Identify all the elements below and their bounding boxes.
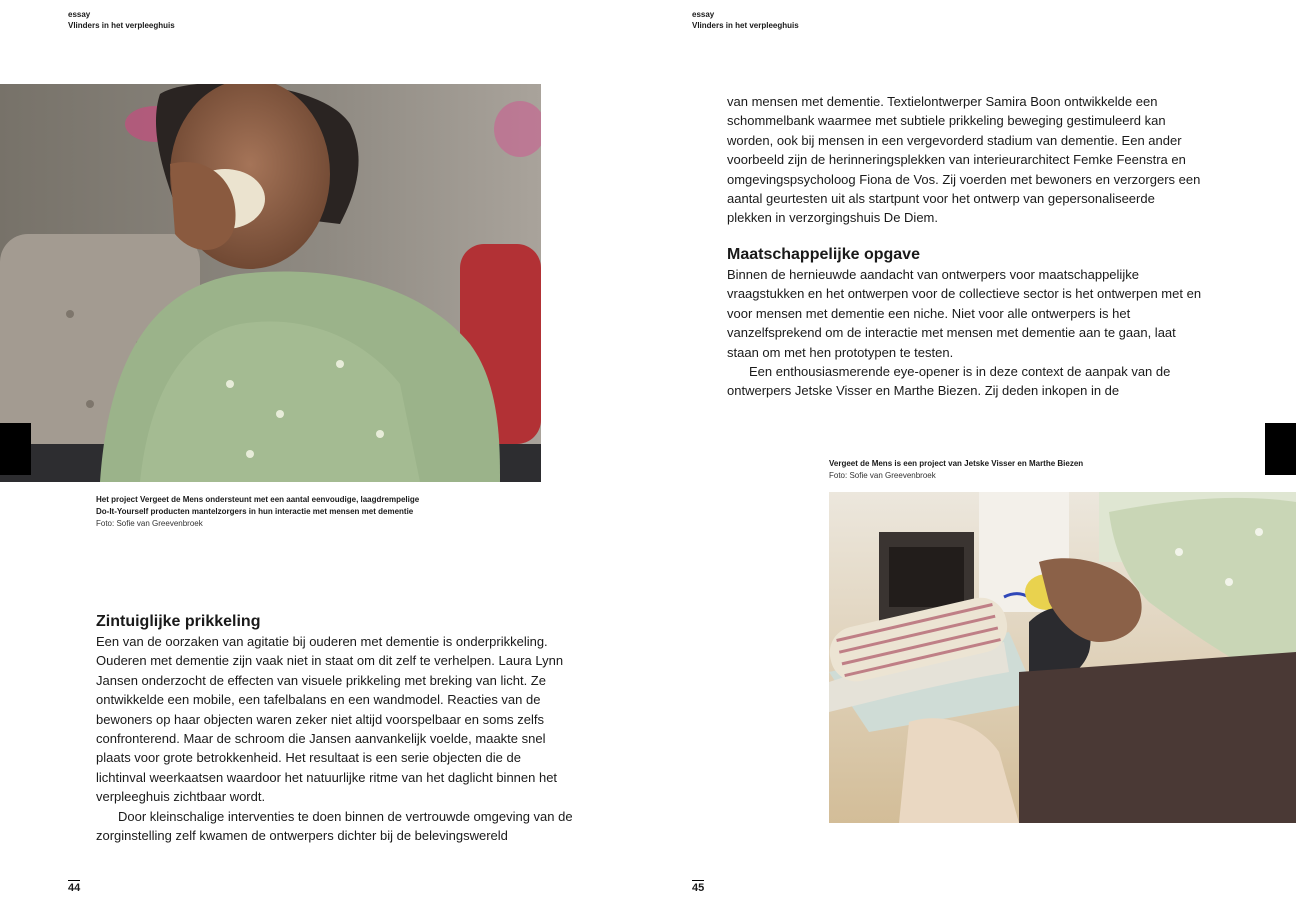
page-number-left: 44: [68, 882, 81, 894]
running-head-title: Vlinders in het verpleeghuis: [692, 21, 799, 30]
photo-caption-right: [829, 458, 1129, 482]
photo-credit: Foto: Sofie van Greevenbroek: [829, 471, 936, 480]
body-paragraph: Binnen de hernieuwde aandacht van ontwerpers voor maatschappelijke vraagstukken en het ontwerpen voor de collectieve sector is het ontwerpen met en voor mensen met dementie een niche. Niet voor alle ontwerpers is het vanzelfsprekend om de interactie met mensen met dementie aan te gaan, laat staan om met hen prototypen te testen.: [727, 267, 1202, 360]
edge-tab-left: [0, 423, 31, 475]
body-paragraph: Door kleinschalige interventies te doen binnen de vertrouwde omgeving van de zorginstelling zelf kwamen de ontwerpers dichter bij de belevingswereld: [96, 808, 573, 844]
photo-caption-left: [96, 494, 456, 530]
caption-line: Do-It-Yourself producten mantelzorgers in hun interactie met mensen met dementie: [96, 507, 414, 516]
caption-line: Het project Vergeet de Mens ondersteunt met een aantal eenvoudige, laagdrempelige: [96, 495, 420, 504]
photo-illustration: [829, 492, 1296, 823]
running-head-title: Vlinders in het verpleeghuis: [68, 21, 175, 30]
body-paragraph: Een enthousiasmerende eye-opener is in deze context de aanpak van de ontwerpers Jetske Visser en Marthe Biezen. Zij deden inkopen in de: [727, 364, 1171, 399]
caption-line: Vergeet de Mens is een project van Jetske Visser en Marthe Biezen: [829, 459, 1084, 468]
body-text-right-continued: [727, 92, 1203, 228]
body-text-right-section: [727, 245, 1203, 401]
body-paragraph: van mensen met dementie. Textielontwerper Samira Boon ontwikkelde een schommelbank waarmee met subtiele prikkeling beweging gestimuleerd kan worden, ook bij mensen in een vergevorderd stadium van dementie. Een ander voorbeeld zijn de herinneringsplekken van interieurarchitect Femke Feenstra en omgevingspsycholoog Fiona de Vos. Zij voerden met bewoners en verzorgers een aantal geurtesten uit als startpunt voor het ontwerp van gepersonaliseerde plekken in verzorgingshuis De Diem.: [727, 94, 1201, 226]
photo-elderly-woman-drinking: [0, 84, 541, 482]
photo-illustration: [0, 84, 541, 482]
body-paragraph: Een van de oorzaken van agitatie bij ouderen met dementie is onderprikkeling. Ouderen met dementie zijn vaak niet in staat om dit zelf te verhelpen. Laura Lynn Jansen onderzocht de effecten van visuele prikkeling met breking van licht. Ze ontwikkelde een mobile, een tafelbalans en een wandmodel. Reacties van de bewoners op haar objecten waren zeker niet altijd voorspelbaar en soms zelfs confronterend. Maar de schroom die Jansen aanvankelijk voelde, maakte snel plaats voor grote betrokkenheid. Het resultaat is een serie objecten die de lichtinval weerkaatsen waardoor het natuurlijke ritme van het daglicht binnen het verpleeghuis zichtbaar wordt.: [96, 634, 564, 805]
running-head-section: essay: [68, 10, 91, 19]
section-heading: Maatschappelijke opgave: [727, 246, 920, 263]
photo-hands-holding-paint-roller-object: [829, 492, 1296, 823]
section-heading: Zintuiglijke prikkeling: [96, 613, 261, 630]
edge-tab-right: [1265, 423, 1296, 475]
body-text-left: [96, 612, 574, 845]
running-head-right: [692, 9, 799, 31]
photo-credit: Foto: Sofie van Greevenbroek: [96, 519, 203, 528]
page-number-right: 45: [692, 882, 705, 894]
running-head-section: essay: [692, 10, 715, 19]
running-head-left: [68, 9, 175, 31]
